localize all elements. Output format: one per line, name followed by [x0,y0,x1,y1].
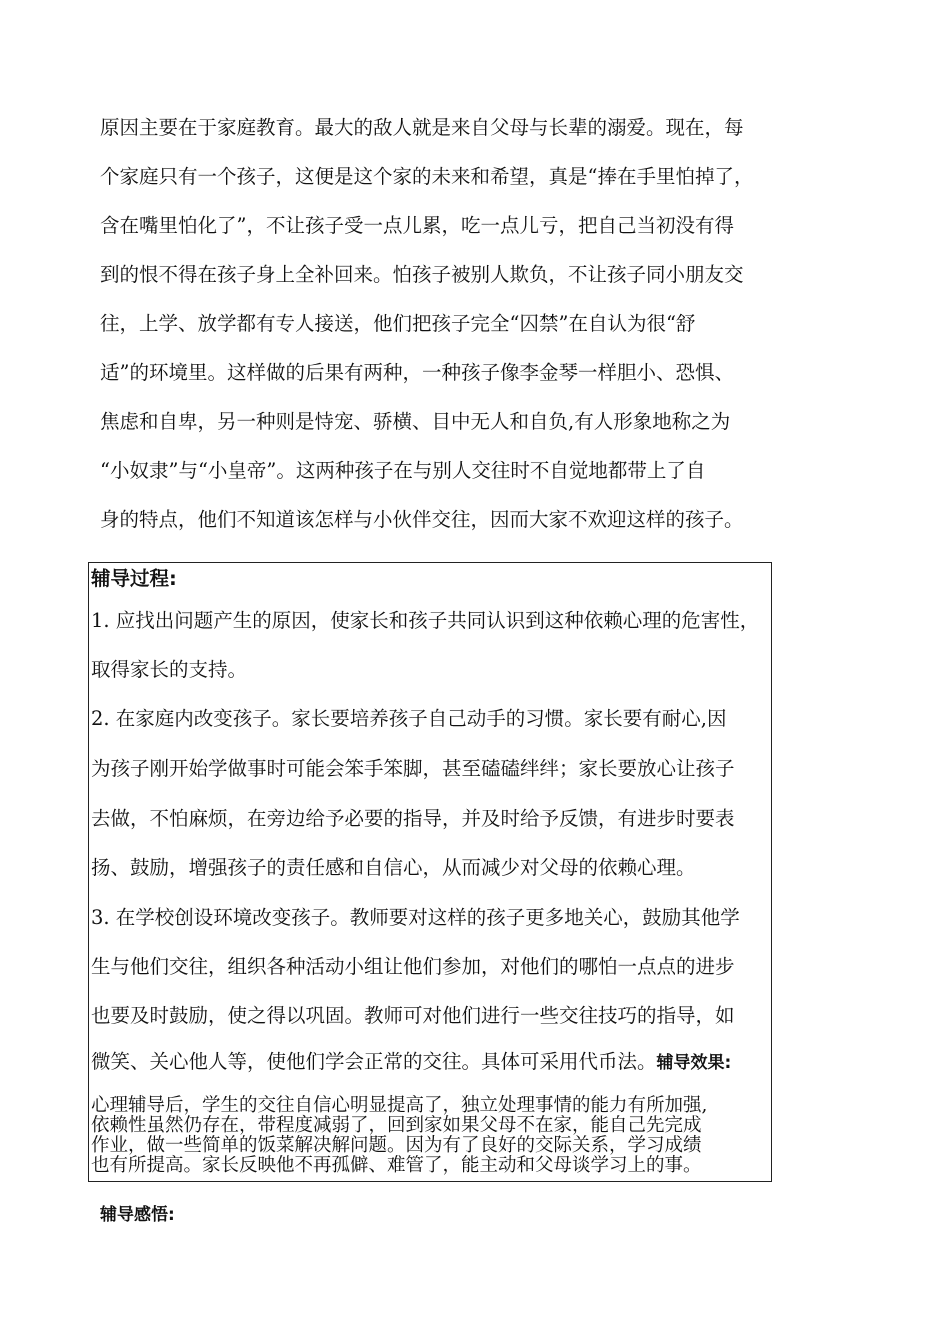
effect-line: 心理辅导后，学生的交往自信心明显提高了，独立处理事情的能力有所加强, [91,1095,708,1116]
process-line: 1. 应找出问题产生的原因，使家长和孩子共同认识到这种依赖心理的危害性， [91,609,760,632]
intro-line: 个家庭只有一个孩子，这便是这个家的未来和希望，真是“捧在手里怕掉了， [100,165,754,188]
counseling-process-box [88,562,772,1182]
effect-line: 也有所提高。家长反映他不再孤僻、难管了，能主动和父母谈学习上的事。 [91,1155,702,1176]
process-line: 也要及时鼓励，使之得以巩固。教师可对他们进行一些交往技巧的指导，如 [91,1004,735,1027]
reflection-heading: 辅导感悟: [100,1205,175,1225]
effect-line: 作业，做一些简单的饭菜解决解问题。因为有了良好的交际关系，学习成绩 [91,1135,702,1156]
intro-line: 适”的环境里。这样做的后果有两种，一种孩子像李金琴一样胆小、恐惧、 [100,361,734,384]
process-line: 3. 在学校创设环境改变孩子。教师要对这样的孩子更多地关心，鼓励其他学 [91,906,740,929]
process-line: 2. 在家庭内改变孩子。家长要培养孩子自己动手的习惯。家长要有耐心,因 [91,707,727,730]
intro-line: 身的特点，他们不知道该怎样与小伙伴交往，因而大家不欢迎这样的孩子。 [100,508,744,531]
process-last-line [91,1050,731,1075]
process-line: 去做，不怕麻烦，在旁边给予必要的指导，并及时给予反馈，有进步时要表 [91,807,735,830]
process-line: 为孩子刚开始学做事时可能会笨手笨脚，甚至磕磕绊绊；家长要放心让孩子 [91,757,735,780]
intro-line: 焦虑和自卑，另一种则是恃宠、骄横、目中无人和自负,有人形象地称之为 [100,410,731,433]
process-line: 取得家长的支持。 [91,658,248,681]
intro-line: 原因主要在于家庭教育。最大的敌人就是来自父母与长辈的溺爱。现在，每 [100,116,744,139]
intro-line: 到的恨不得在孩子身上全补回来。怕孩子被别人欺负，不让孩子同小朋友交 [100,263,744,286]
process-last-text: 微笑、关心他人等，使他们学会正常的交往。具体可采用代币法。 [91,1050,657,1073]
process-line: 扬、鼓励，增强孩子的责任感和自信心，从而减少对父母的依赖心理。 [91,856,696,879]
process-heading: 辅导过程: [91,567,177,590]
intro-line: “小奴隶”与“小皇帝”。这两种孩子在与别人交往时不自觉地都带上了自 [100,459,706,482]
intro-line: 含在嘴里怕化了”，不让孩子受一点儿累，吃一点儿亏，把自己当初没有得 [100,214,734,237]
intro-line: 往，上学、放学都有专人接送，他们把孩子完全“囚禁”在自认为很“舒 [100,312,696,335]
effect-line: 依赖性虽然仍存在，带程度减弱了，回到家如果父母不在家，能自己先完成 [91,1115,702,1136]
process-line: 生与他们交往，组织各种活动小组让他们参加，对他们的哪怕一点点的进步 [91,955,735,978]
effect-heading: 辅导效果: [656,1053,732,1073]
